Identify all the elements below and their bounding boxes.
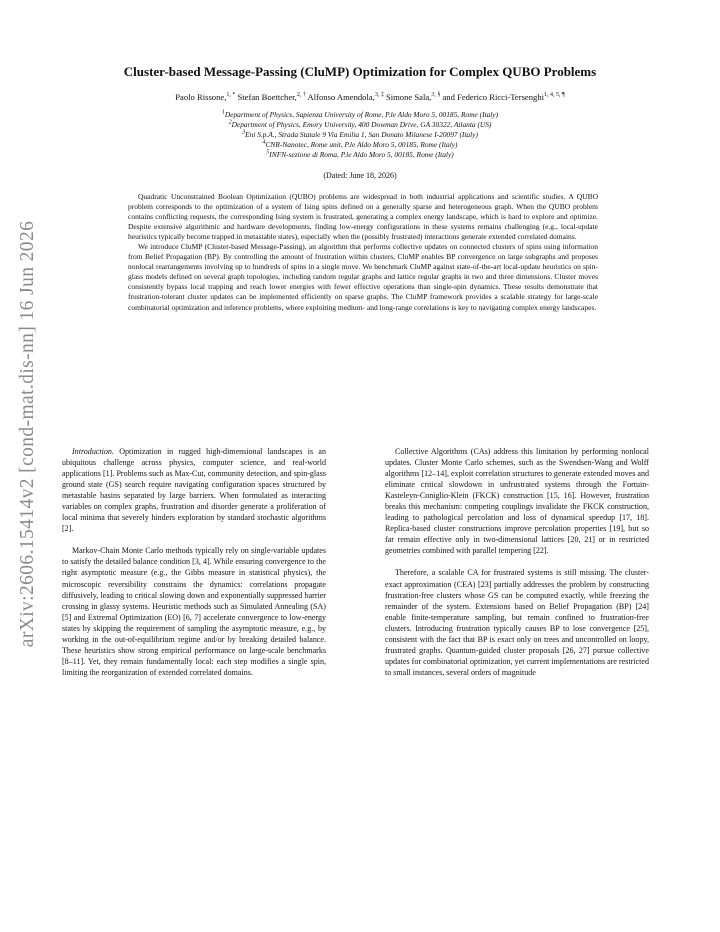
paper-title: Cluster-based Message-Passing (CluMP) Optimization for Complex QUBO Problems	[123, 64, 597, 79]
abstract-paragraph: Quadratic Unconstrained Boolean Optimization (QUBO) problems are widespread in both industrial applications and scientific studies. A QUBO problem corresponds to the optimization of a system of Ising spins defined on a generally sparse and heterogeneous graph. When the QUBO problem contains conflicting requests, the corresponding Ising system is frustrated, generating a complex energy landscape, which is hard to explore and optimize. Despite extensive algorithmic and hardware developments, finding low-energy configurations in these systems remains challenging (e.g., local-update heuristics typically become trapped in metastable states), especially when the (possibly frustrated) interactions generate extended correlated domains.	[128, 192, 598, 242]
arxiv-identifier: arXiv:2606.15414v2 [cond-mat.dis-nn] 16 Jun 2026	[17, 220, 38, 648]
author-affiliation-mark: 3, ‡	[374, 92, 384, 99]
affiliation: $^2$Department of Physics, Emory University, 400 Dowman Drive, GA 30322, Atlanta (US)	[228, 119, 492, 129]
body-paragraph: Therefore, a scalable CA for frustrated systems is still missing. The cluster-exact approximation (CEA) [23] partially addresses the problem by constructing frustration-free clusters whose GS can be computed exactly, while freezing the remainder of the system. Extensions based on Belief Propagation (BP) [24] enable finite-temperature sampling, but remain confined to frustration-free clusters. Introducing frustration typically causes BP to lose convergence [25], consistent with the fact that BP is exact only on trees and uncontrolled on loopy, frustrated graphs. Quantum-guided cluster proposals [26, 27] pursue collective updates for combinatorial optimization, yet current implementations are restricted to small instances, several orders of magnitude	[385, 568, 649, 677]
author-name: Stefan Boettcher,	[235, 92, 297, 102]
author-affiliation-mark: 1, *	[226, 92, 236, 99]
body-column-left	[62, 446, 326, 689]
abstract	[128, 192, 598, 313]
author-affiliation-mark: 2, †	[296, 92, 306, 99]
author-list	[50, 92, 690, 102]
abstract-paragraph: We introduce CluMP (Cluster-based Message-Passing), an algorithm that performs collective updates on connected clusters of spins using information from Belief Propagation (BP). By controlling the amount of frustration within clusters, CluMP enables BP convergence on large subgraphs and proposes nonlocal rearrangements involving up to hundreds of spins in a single move. We benchmark CluMP against state-of-the-art local-update heuristics on spin-glass models defined on several graph topologies, including random regular graphs and lattice regular graphs in two and three dimensions. Cluster moves consistently bypass local trapping and reach lower energies with fewer effective operations than single-spin dynamics. These results demonstrate that frustration-tolerant cluster updates can be implemented efficiently on sparse graphs. The CluMP framework provides a scalable strategy for large-scale combinatorial optimization and inference problems, where exploiting medium- and long-range correlations is key to navigating complex energy landscapes.	[128, 242, 598, 312]
author-name: and Federico Ricci-Tersenghi	[440, 92, 545, 102]
affiliation: $^3$Eni S.p.A., Strada Statale 9 Via Emilia 1, San Donato Milanese I-20097 (Italy)	[242, 129, 478, 139]
affiliation-list	[60, 110, 660, 160]
body-paragraph: Introduction. Optimization in rugged high-dimensional landscapes is an ubiquitous challenge across physics, computer science, and real-world applications [1]. Problems such as Max-Cut, community detection, and spin-glass ground state (GS) search require navigating configuration spaces structured by metastable basins separated by large barriers. When formulated as interacting variables on complex graphs, frustration and disorder generate a proliferation of local minima that severely hinders exploration by standard stochastic algorithms [2].	[62, 447, 326, 534]
author-name: Simone Sala,	[383, 92, 432, 102]
author-affiliation-mark: 3, §	[431, 92, 441, 99]
author-name: Paolo Rissone,	[175, 92, 227, 102]
arxiv-sidebar-stamp	[14, 184, 42, 684]
body-paragraph: Markov-Chain Monte Carlo methods typically rely on single-variable updates to satisfy the detailed balance condition [3, 4]. While ensuring convergence to the right asymptotic measure (e.g., the Gibbs measure in statistical physics), the microscopic reversibility constrains the dynamics: correlations propagate diffusively, leading to critical slowing down and exponentially suppressed barrier crossing in glassy systems. Heuristic methods such as Simulated Annealing (SA) [5] and Extremal Optimization (EO) [6, 7] accelerate convergence to low-energy states by skipping the requirement of sampling the asymptotic measure, e.g., by working in the out-of-equilibrium regime and/or by breaking detailed balance. These heuristics show strong empirical performance on large-scale benchmarks [8–11]. Yet, they remain fundamentally local: each step modifies a single spin, limiting the reorganization of extended correlated domains.	[62, 546, 326, 677]
body-column-right	[385, 446, 649, 689]
section-run-in-heading: Introduction.	[72, 447, 114, 456]
author-affiliation-mark: 1, 4, 5, ¶	[544, 92, 565, 99]
date-line: (Dated: June 18, 2026)	[323, 171, 397, 180]
affiliation: $^1$Department of Physics, Sapienza University of Rome, P.le Aldo Moro 5, 00185, Rome (Italy)	[221, 109, 499, 119]
affiliation: $^4$CNR-Nanotec, Rome unit, P.le Aldo Moro 5, 00185, Rome (Italy)	[262, 139, 458, 149]
body-paragraph: Collective Algorithms (CAs) address this limitation by performing nonlocal updates. Cluster Monte Carlo schemes, such as the Swendsen-Wang and Wolff algorithms [12–14], exploit correlation structures to generate extended moves and eliminate critical slowdown in unfrustrated systems through the Fortuin-Kasteleyn-Coniglio-Klein (FKCK) construction [15, 16]. However, frustration breaks this mechanism: competing couplings invalidate the FKCK construction, leading to pathological percolation and loss of dynamical speedup [17, 18]. Replica-based cluster constructions improve percolation properties [19], but so far remain effective only in two-dimensional lattices [20, 21] or in restricted geometries combined with parallel tempering [22].	[385, 447, 649, 556]
affiliation: $^5$INFN-sezione di Roma, P.le Aldo Moro 5, 00185, Rome (Italy)	[266, 149, 454, 159]
author-name: Alfonso Amendola,	[305, 92, 375, 102]
